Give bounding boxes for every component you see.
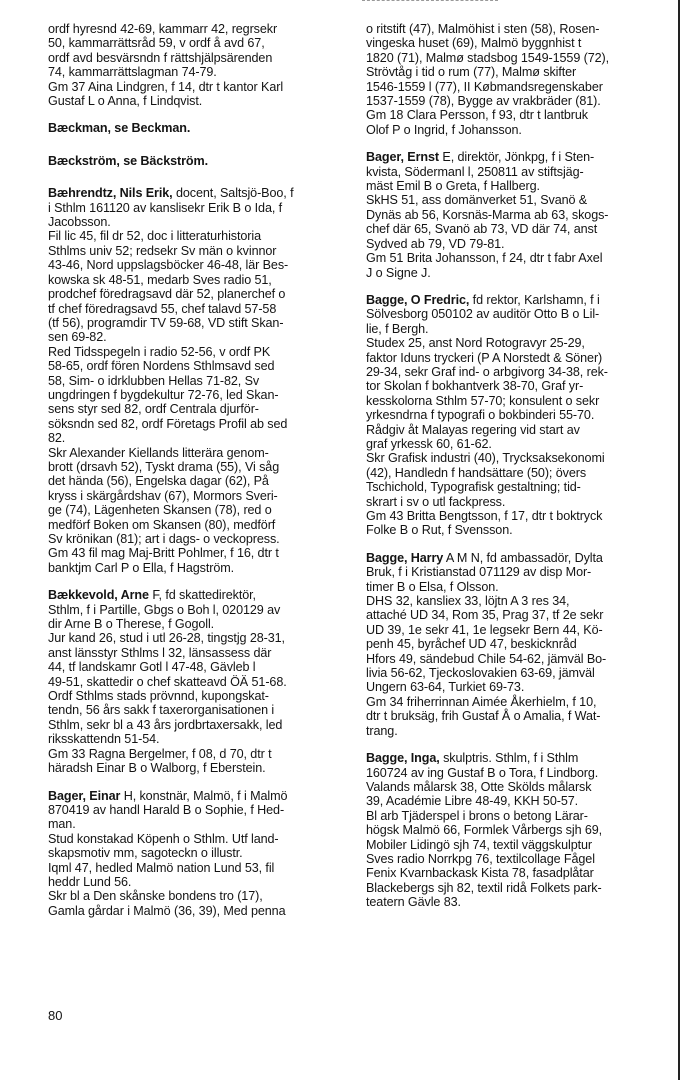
entry-line: Sthlm, sekr bl a 43 års jordbrtaxersakk, led — [48, 717, 283, 732]
entry-line-text: F, fd skattedirektör, — [148, 588, 256, 603]
entry-line: Blackebergs sjh 82, textil ridå Folkets park- — [366, 880, 602, 895]
entry-line: 39, Académie Libre 48-49, KKH 50-57. — [366, 794, 579, 809]
entry-line: mäst Emil B o Greta, f Hallberg. — [366, 179, 540, 194]
entry-line: (42), Handledn f handsättare (50); övers — [366, 465, 587, 480]
entry-headword: Bagge, Inga, — [366, 751, 440, 766]
entry-line: sen 69-82. — [48, 330, 107, 345]
entry-line: Dynäs ab 56, Korsnäs-Marma ab 63, skogs- — [366, 207, 609, 222]
entry-line: Skr bl a Den skånske bondens tro (17), — [48, 889, 263, 904]
entry-line: Gm 18 Clara Persson, f 93, dtr t lantbruk — [366, 108, 588, 123]
entry-headword: Bager, Einar — [48, 788, 121, 803]
entry-line: 1537-1559 (78), Bygge av vrakbräder (81). — [366, 94, 601, 109]
entry-line: ge (74), Lägenheten Skansen (78), red o — [48, 503, 272, 518]
entry-line: kesskolorna Sthlm 57-70; konsulent o sekr — [366, 393, 600, 408]
entry-line: SkHS 51, ass domänverket 51, Svanö & — [366, 193, 588, 208]
entry-line: Rådgiv åt Malayas regering vid start av — [366, 422, 580, 437]
entry-line — [48, 789, 340, 803]
entry-line: Red Tidsspegeln i radio 52-56, v ordf PK — [48, 344, 271, 359]
biography-entry — [366, 293, 642, 538]
entry-line: dtr t bruksäg, frih Gustaf Å o Amalia, f Wat- — [366, 709, 601, 724]
entry-line: Gm 37 Aina Lindgren, f 14, dtr t kantor Karl — [48, 79, 284, 94]
entry-line: riksskattendn 51-54. — [48, 732, 160, 747]
entry-line — [366, 751, 642, 765]
entry-line: teatern Gävle 83. — [366, 895, 461, 910]
biography-entry — [366, 22, 642, 137]
biography-entry — [366, 551, 642, 738]
entry-line: (tf 56), programdir TV 59-68, VD stift Skan- — [48, 315, 284, 330]
entry-line: 1820 (71), Malmø stadsbog 1549-1559 (72), — [366, 50, 610, 65]
entry-line-text: se Bäckström. — [119, 153, 208, 168]
entry-line: högsk Malmö 66, Formlek Vårbergs sjh 69, — [366, 823, 603, 838]
entry-line: Gm 33 Ragna Bergelmer, f 08, d 70, dtr t — [48, 746, 272, 761]
entry-line: Ordf Sthlms stads prövnnd, kupongskat- — [48, 689, 269, 704]
entry-line: Gm 34 friherrinnan Aimée Åkerhielm, f 10, — [366, 694, 597, 709]
entry-line: prodchef föredragsavd där 52, planerchef o — [48, 287, 286, 302]
entry-line: kryss i skärgårdshav (67), Mormors Sveri- — [48, 488, 278, 503]
entry-line: 58-65, ordf fören Nordens Sthlmsavd sed — [48, 359, 275, 374]
top-edge-mark — [362, 0, 498, 2]
entry-line: attaché UD 34, Rom 35, Prag 37, tf 2e sekr — [366, 608, 604, 623]
entry-headword: Bagge, Harry — [366, 550, 444, 565]
entry-line — [48, 154, 340, 168]
entry-line: graf yrkessk 60, 61-62. — [366, 436, 492, 451]
entry-line — [48, 121, 340, 135]
biography-entry — [366, 751, 642, 909]
entry-line: medförf Boken om Skansen (80), medförf — [48, 517, 276, 532]
entry-line: 43-46, Nord uppslagsböcker 46-48, lär Bes- — [48, 258, 289, 273]
entry-line-text: fd rektor, Karlshamn, f i — [469, 292, 600, 307]
entry-line: anst länsstyr Sthlms l 32, länsassess där — [48, 645, 272, 660]
entry-line: 58, Sim- o idrklubben Hellas 71-82, Sv — [48, 373, 260, 388]
entry-line — [48, 186, 340, 200]
entry-line: ordf hyresnd 42-69, kammarr 42, regrsekr — [48, 22, 278, 36]
entry-line: 44, tf landskamr Gotl l 47-48, Gävleb l — [48, 660, 256, 675]
entry-line: UD 39, 1e sekr 41, 1e legsekr Bern 44, Kö- — [366, 622, 603, 637]
entry-line: ordf avd besvärsndn f rättshjälpsärenden — [48, 50, 273, 65]
entry-line: Studex 25, anst Nord Rotogravyr 25-29, — [366, 336, 585, 351]
entry-line: livia 56-62, Tjeckoslovakien 63-69, jämväl — [366, 666, 595, 681]
entry-line: timer B o Elsa, f Olsson. — [366, 579, 499, 594]
entry-line: Tschichold, Typografisk gestaltning; tid- — [366, 480, 581, 495]
entry-line: Gm 43 fil mag Maj-Britt Pohlmer, f 16, dtr t — [48, 546, 279, 561]
entry-line: Ungern 63-64, Turkiet 69-73. — [366, 680, 525, 695]
entry-line: Gamla gårdar i Malmö (36, 39), Med penna — [48, 903, 286, 918]
entry-line: Hfors 49, sändebud Chile 54-62, jämväl Bo- — [366, 651, 607, 666]
entry-line: 82. — [48, 431, 66, 446]
cross-reference-entry — [48, 121, 340, 135]
biography-entry — [48, 22, 340, 108]
entry-line: brott (drsavh 52), Tyskt drama (55), Vi såg — [48, 459, 280, 474]
entry-line: kowska sk 48-51, medarb Sves radio 51, — [48, 272, 272, 287]
entry-line: tf chef föredragsavd 55, chef talavd 57-58 — [48, 301, 277, 316]
entry-line: Jacobsson. — [48, 215, 111, 230]
entry-line: DHS 32, kansliex 33, löjtn A 3 res 34, — [366, 594, 570, 609]
entry-line: banktjm Carl P o Ella, f Hagström. — [48, 560, 235, 575]
entry-line — [366, 551, 642, 565]
entry-line: chef där 65, Svanö ab 73, VD där 74, anst — [366, 222, 598, 237]
entry-line: o ritstift (47), Malmöhist i sten (58), Rosen- — [366, 22, 600, 36]
entry-line-text: se Beckman. — [110, 121, 191, 136]
left-column — [48, 22, 340, 931]
entry-line: Fil lic 45, fil dr 52, doc i litteraturhistoria — [48, 229, 261, 244]
entry-line: 50, kammarrättsråd 59, v ordf å avd 67, — [48, 36, 265, 51]
entry-line: dir Arne B o Therese, f Gogoll. — [48, 617, 215, 632]
entry-headword: Bager, Ernst — [366, 150, 439, 165]
entry-line-text: E, direktör, Jönkpg, f i Sten- — [439, 150, 595, 165]
biography-entry — [48, 588, 340, 775]
entry-line: 49-51, skattedir o chef skatteavd ÖÄ 51-68. — [48, 674, 287, 689]
entry-line: yrkesndrna f typografi o bokbinderi 55-70. — [366, 408, 595, 423]
entry-line: Fenix Kvarnbackask Kista 78, fasadplåtar — [366, 866, 594, 881]
entry-line: Gm 51 Brita Johansson, f 24, dtr t fabr Axel — [366, 251, 603, 266]
entry-line: sens styr sed 82, ordf Centrala djurför- — [48, 402, 259, 417]
entry-line: J o Signe J. — [366, 265, 431, 280]
entry-line: Skr Grafisk industri (40), Trycksaksekonomi — [366, 451, 605, 466]
biography-entry — [366, 150, 642, 280]
entry-line: skrart i sv o utl fackpress. — [366, 494, 506, 509]
entry-line: Sthlm, f i Partille, Gbgs o Boh l, 020129 av — [48, 602, 281, 617]
entry-line: lie, f Bergh. — [366, 321, 429, 336]
entry-line: Folke B o Rut, f Svensson. — [366, 523, 513, 538]
entry-line: skapsmotiv mm, sagoteckn o illustr. — [48, 846, 243, 861]
entry-line: Sydved ab 79, VD 79-81. — [366, 236, 505, 251]
entry-line: Gm 43 Britta Bengtsson, f 17, dtr t boktryck — [366, 509, 603, 523]
entry-line: vingeska huset (69), Malmö byggnhist t — [366, 36, 582, 51]
entry-line: heddr Lund 56. — [48, 874, 132, 889]
page-number: 80 — [48, 1008, 63, 1023]
entry-line: 870419 av handl Harald B o Sophie, f Hed- — [48, 802, 285, 817]
entry-line: tor Skolan f bokhantverk 38-70, Graf yr- — [366, 379, 584, 394]
entry-line — [48, 588, 340, 602]
cross-reference-entry — [48, 154, 340, 168]
entry-line: tendn, 56 års sakk f taxerorganisationen i — [48, 703, 275, 718]
entry-line-text: skulptris. Sthlm, f i Sthlm — [439, 751, 579, 766]
entry-line: Bl arb Tjäderspel i brons o betong Lärar- — [366, 808, 588, 823]
entry-line: penh 45, byråchef UD 47, beskicknråd — [366, 637, 577, 652]
entry-line: 160724 av ing Gustaf B o Tora, f Lindborg. — [366, 765, 599, 780]
entry-line: 29-34, sekr Graf ind- o arbgivorg 34-38, rek- — [366, 364, 608, 379]
entry-line: Jur kand 26, stud i utl 26-28, tingstjg 28-31, — [48, 631, 285, 646]
entry-line: trang. — [366, 723, 398, 738]
entry-line-text: H, konstnär, Malmö, f i Malmö — [120, 788, 288, 803]
entry-headword: Bæhrendtz, Nils Erik, — [48, 186, 173, 201]
biography-entry — [48, 186, 340, 575]
entry-line: det hända (56), Engelska dagar (62), På — [48, 474, 269, 489]
entry-line: Gustaf L o Anna, f Lindqvist. — [48, 94, 203, 109]
entry-line: häradsh Einar B o Walborg, f Eberstein. — [48, 761, 266, 776]
entry-line-text: A M N, fd ambassadör, Dylta — [443, 550, 603, 565]
entry-line-text: docent, Saltsjö-Boo, f — [172, 186, 294, 201]
biography-entry — [48, 789, 340, 919]
entry-line: i Sthlm 161120 av kanslisekr Erik B o Ida, f — [48, 200, 283, 215]
entry-line: Sthlms univ 52; redsekr Sv män o kvinnor — [48, 243, 277, 258]
entry-line: Mobiler Lidingö sjh 74, textil väggskulptur — [366, 837, 593, 852]
entry-headword: Bæckström, — [48, 153, 120, 168]
entry-line: man. — [48, 817, 76, 832]
entry-line — [366, 150, 642, 164]
entry-headword: Bækkevold, Arne — [48, 588, 149, 603]
entry-line: ungdringen f bygdekultur 72-76, led Skan- — [48, 387, 279, 402]
entry-line: Skr Alexander Kiellands litterära genom- — [48, 445, 269, 460]
entry-line: Valands målarsk 38, Otte Skölds målarsk — [366, 779, 592, 794]
entry-line: Sv krönikan (81); art i dags- o veckopress. — [48, 532, 280, 546]
entry-headword: Bæckman, — [48, 121, 111, 136]
entry-line: 74, kammarrättslagman 74-79. — [48, 65, 217, 80]
entry-line: söksndn sed 82, ordf Företags Profil ab sed — [48, 416, 288, 431]
entry-line: Strövtåg i tid o rum (77), Malmø skifter — [366, 65, 577, 80]
right-column — [366, 22, 642, 923]
entry-line: faktor Iduns tryckeri (P A Norstedt & Söner) — [366, 350, 603, 365]
entry-line: Iqml 47, hedled Malmö nation Lund 53, fil — [48, 860, 275, 875]
entry-headword: Bagge, O Fredric, — [366, 292, 470, 307]
entry-line: Stud konstakad Köpenh o Sthlm. Utf land- — [48, 831, 279, 846]
entry-line: Olof P o Ingrid, f Johansson. — [366, 122, 522, 137]
entry-line: 1546-1559 l (77), II Købmandsregenskaber — [366, 79, 603, 94]
entry-line: Sölvesborg 050102 av auditör Otto B o Lil- — [366, 307, 600, 322]
entry-line — [366, 293, 642, 307]
entry-line: Bruk, f i Kristianstad 071129 av disp Mor- — [366, 565, 592, 580]
entry-line: Sves radio Norrkpg 76, textilcollage Fågel — [366, 851, 595, 866]
entry-line: kvista, Södermanl l, 250811 av stiftsjäg- — [366, 164, 584, 179]
